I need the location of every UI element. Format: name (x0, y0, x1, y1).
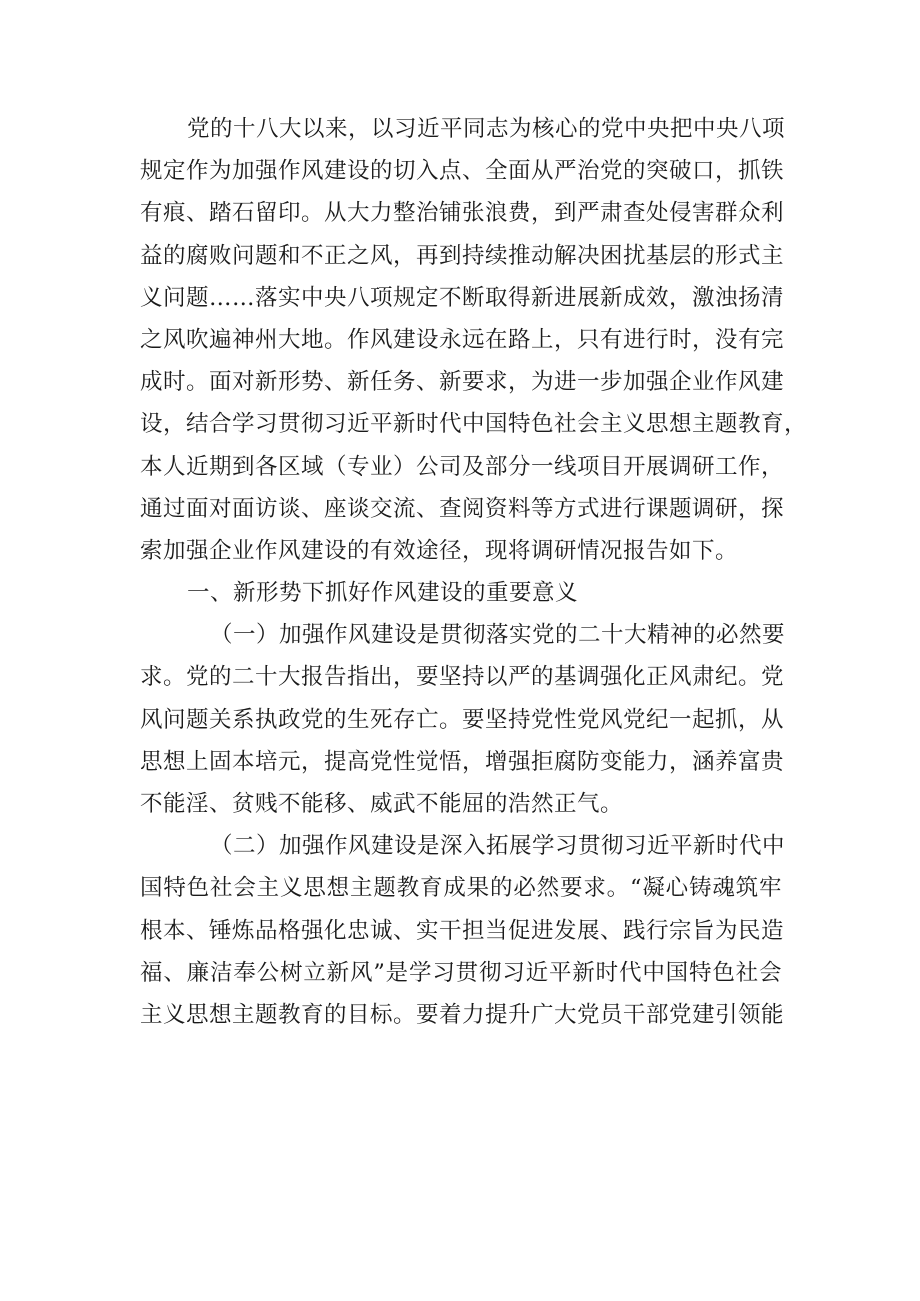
text-line: 成时。面对新形势、新任务、新要求，为进一步加强企业作风建 (140, 369, 785, 396)
text-line: 主义思想主题教育的目标。要着力提升广大党员干部党建引领能 (140, 1001, 785, 1028)
text-line: 之风吹遍神州大地。作风建设永远在路上，只有进行时，没有完 (140, 326, 785, 353)
text-line: （二）加强作风建设是深入拓展学习贯彻习近平新时代中 (210, 833, 786, 860)
text-line: 通过面对面访谈、座谈交流、查阅资料等方式进行课题调研，探 (140, 495, 785, 522)
text-line: （一）加强作风建设是贯彻落实党的二十大精神的必然要 (210, 622, 786, 649)
text-line: 益的腐败问题和不正之风，再到持续推动解决困扰基层的形式主 (140, 242, 785, 269)
text-line: 党的十八大以来，以习近平同志为核心的党中央把中央八项 (187, 116, 786, 142)
text-line: 义问题……落实中央八项规定不断取得新进展新成效，激浊扬清 (140, 284, 785, 311)
text-line: 求。党的二十大报告指出，要坚持以严的基调强化正风肃纪。党 (140, 664, 785, 691)
text-line: 国特色社会主义思想主题教育成果的必然要求。“凝心铸魂筑牢 (140, 875, 782, 902)
paragraph-section-2 (140, 825, 786, 1036)
text-line: 索加强企业作风建设的有效途径，现将调研情况报告如下。 (140, 537, 739, 564)
section-heading (140, 572, 782, 614)
text-line: 不能淫、贫贱不能移、威武不能屈的浩然正气。 (140, 791, 624, 817)
text-line: 思想上固本培元，提高党性觉悟，增强拒腐防变能力，涵养富贵 (140, 748, 785, 775)
text-line: 福、廉洁奉公树立新风”是学习贯彻习近平新时代中国特色社会 (140, 959, 782, 986)
heading-line: 一、新形势下抓好作风建设的重要意义 (187, 580, 579, 607)
text-line: 有痕、踏石留印。从大力整治铺张浪费，到严肃查处侵害群众利 (140, 200, 785, 227)
paragraph-section-1 (140, 614, 786, 825)
text-line: 本人近期到各区域（专业）公司及部分一线项目开展调研工作， (140, 453, 785, 480)
text-line: 规定作为加强作风建设的切入点、全面从严治党的突破口，抓铁 (140, 158, 785, 185)
text-line: 设，结合学习贯彻习近平新时代中国特色社会主义思想主题教育， (140, 411, 808, 438)
text-line: 风问题关系执政党的生死存亡。要坚持党性党风党纪一起抓，从 (140, 706, 785, 733)
paragraph-intro (140, 108, 808, 572)
document-body (140, 108, 808, 1036)
text-line: 根本、锤炼品格强化忠诚、实干担当促进发展、践行宗旨为民造 (140, 917, 785, 944)
